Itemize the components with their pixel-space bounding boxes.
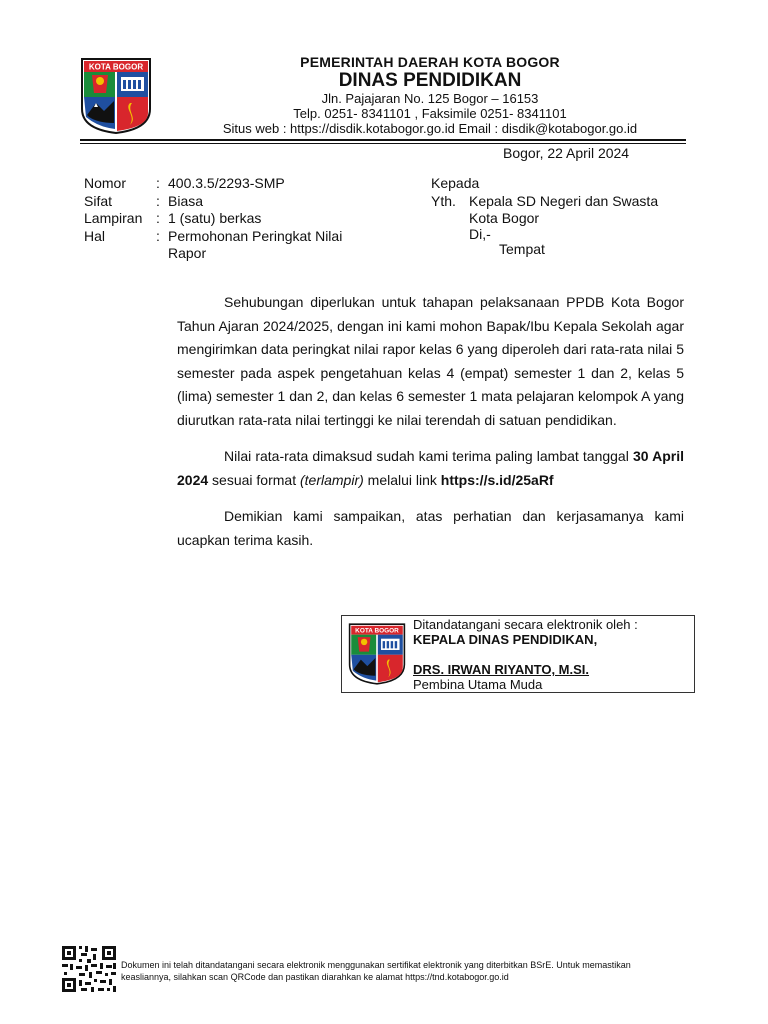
signer-title: KEPALA DINAS PENDIDIKAN, [413,632,598,647]
header-rule-thin [80,143,686,144]
agency-name: DINAS PENDIDIKAN [338,70,522,92]
attachment-note: (terlampir) [299,471,364,488]
body-paragraph-3: Demikian kami sampaikan, atas perhatian dan kerjasamanya kami ucapkan terima kasih. [177,508,684,548]
footer-line1: Dokumen ini telah ditandatangani secara elektronik menggunakan sertifikat elektronik yang diterbitkan BSrE. Untuk memastikan [121,960,631,970]
recipient-line3: Di,- [469,225,491,242]
letterhead [180,54,680,137]
recipient-yth: Yth. [431,192,456,209]
letter-date: Bogor, 22 April 2024 [503,145,630,161]
submission-link[interactable]: https://s.id/25aRf [440,471,554,488]
meta-key: Sifat [84,192,113,209]
recipient-block [431,175,658,258]
deadline-date: 30 April 2024 [177,448,684,488]
esign-statement: Ditandatangani secara elektronik oleh : [413,617,638,632]
letter-meta [84,175,378,263]
signature-text [413,617,638,692]
meta-value: Permohonan Peringkat Nilai Rapor [168,227,343,261]
agency-address: Jln. Pajajaran No. 125 Bogor – 16153 [321,90,539,106]
meta-key: Hal [84,227,106,244]
meta-value: 400.3.5/2293-SMP [168,175,285,191]
meta-row-sifat [84,193,378,211]
recipient-line1: Kepala SD Negeri dan Swasta [469,192,659,209]
crest-label: KOTA BOGOR [88,62,144,72]
p2-text-c: melalui link [363,471,441,488]
footer-line2: keasliannya, silahkan scan QRCode dan pastikan diarahkan ke alamat https://tnd.kotabogor.go.id [121,972,509,982]
recipient-line2: Kota Bogor [469,210,540,226]
meta-colon: : [156,210,160,226]
signer-rank: Pembina Utama Muda [413,677,543,692]
sig-crest-label: KOTA BOGOR [355,627,399,635]
recipient-kepada: Kepada [431,175,480,191]
body-paragraph-1: Sehubungan diperlukan untuk tahapan pelaksanaan PPDB Kota Bogor Tahun Ajaran 2024/2025, dengan ini kami mohon Bapak/Ibu Kepala Sekolah agar mengirimkan data peringkat nilai rapor kelas 6 yang diperoleh dari rata-rata nilai 5 semester pada aspek pengetahuan kelas 4 (empat) semester 1 dan 2, kelas 5 (lima) semester 1 dan 2, dan kelas 6 semester 1 mata pelajaran kelompok A yang diurutkan rata-rata nilai tertinggi ke nilai terendah di satuan pendidikan. [177,294,684,428]
body-paragraph-2 [177,445,684,492]
meta-key: Lampiran [84,210,143,226]
agency-web-email: Situs web : https://disdik.kotabogor.go.id Email : disdik@kotabogor.go.id [222,120,638,136]
meta-key: Nomor [84,175,127,191]
header-rule-thick [80,139,686,141]
government-name: PEMERINTAH DAERAH KOTA BOGOR [300,54,560,70]
footer-note [121,959,721,983]
signer-name: DRS. IRWAN RIYANTO, M.SI. [413,662,590,677]
agency-phone: Telp. 0251- 8341101 , Faksimile 0251- 8341101 [293,105,567,121]
recipient-yth-row [431,193,658,211]
meta-value: 1 (satu) berkas [168,210,262,226]
meta-colon: : [156,227,160,244]
meta-colon: : [156,175,160,191]
meta-row-lampiran [84,210,378,228]
p2-text-b: sesuai format [208,471,300,488]
qr-code-icon[interactable] [60,944,118,994]
meta-value: Biasa [168,192,204,209]
meta-row-hal [84,228,378,263]
meta-row-nomor [84,175,378,193]
recipient-line4: Tempat [499,240,545,257]
meta-colon: : [156,192,160,209]
p2-text-a: Nilai rata-rata dimaksud sudah kami terima paling lambat tanggal [224,448,629,464]
signature-crest-logo [348,621,406,687]
city-crest-logo [80,57,152,135]
letter-body [177,291,684,565]
